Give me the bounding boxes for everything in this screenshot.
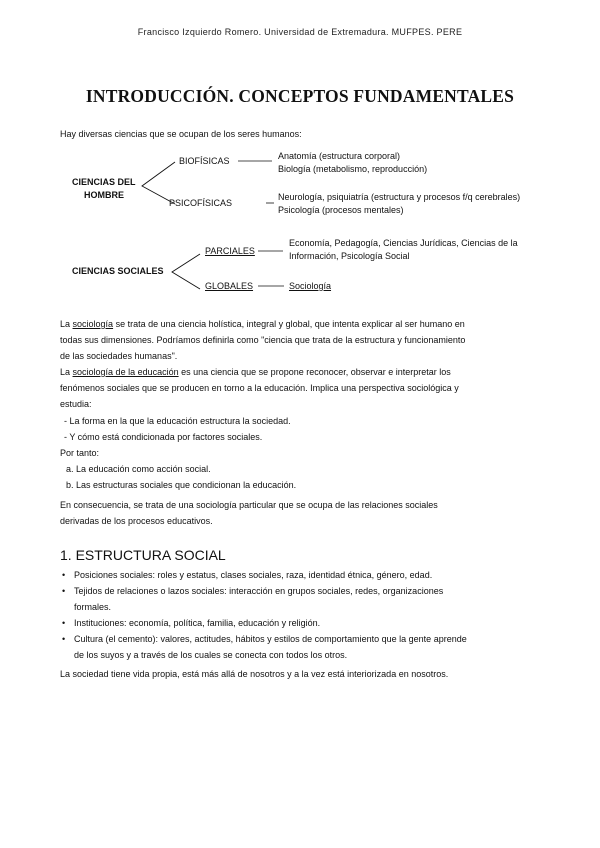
bullet-dot-icon: • bbox=[62, 618, 66, 628]
bullet-text: Cultura (el cemento): valores, actitudes, hábitos y estilos de comportamiento que la gente aprende bbox=[74, 634, 467, 644]
list-item: b. Las estructuras sociales que condicionan la educación. bbox=[66, 480, 297, 490]
term-sociologia-educacion: sociología de la educación bbox=[72, 367, 179, 377]
bullet-dot-icon: • bbox=[62, 570, 66, 580]
para2-line1-rest: es una ciencia que se propone reconocer, observar e interpretar los bbox=[181, 367, 451, 377]
biofisicas-item-2: Biología (metabolismo, reproducción) bbox=[278, 164, 428, 174]
bullet-dot-icon: • bbox=[62, 634, 66, 644]
para-soc-educacion-line3: estudia: bbox=[60, 399, 92, 409]
bullet-text: Posiciones sociales: roles y estatus, clases sociales, raza, identidad étnica, género, edad. bbox=[74, 570, 433, 580]
para1-prefix: La bbox=[60, 319, 71, 329]
intro-text: Hay diversas ciencias que se ocupan de los seres humanos: bbox=[60, 129, 302, 139]
consecuencia-line1: En consecuencia, se trata de una sociología particular que se ocupa de las relaciones sociales bbox=[60, 500, 438, 510]
bullet-item bbox=[62, 567, 544, 583]
globales-item-1: Sociología bbox=[289, 281, 332, 291]
bullet-text: Tejidos de relaciones o lazos sociales: interacción en grupos sociales, redes, organizaciones bbox=[74, 586, 444, 596]
para-sociologia-line3: de las sociedades humanas". bbox=[60, 351, 178, 361]
sciences-diagram bbox=[0, 140, 600, 300]
parciales-item-1: Economía, Pedagogía, Ciencias Jurídicas, Ciencias de la bbox=[289, 238, 518, 248]
list-item: - Y cómo está condicionada por factores sociales. bbox=[64, 432, 263, 442]
para-soc-educacion-line2: fenómenos sociales que se producen en torno a la educación. Implica una perspectiva sociológica y bbox=[60, 383, 459, 393]
para-sociologia-line1 bbox=[60, 316, 542, 332]
para-soc-educacion-line1 bbox=[60, 364, 542, 380]
document-title: INTRODUCCIÓN. CONCEPTOS FUNDAMENTALES bbox=[85, 86, 515, 106]
psicofisicas-item-2: Psicología (procesos mentales) bbox=[278, 205, 404, 215]
bullet-text: de los suyos y a través de los cuales se conecta con todos los otros. bbox=[74, 650, 348, 660]
page-header: Francisco Izquierdo Romero. Universidad de Extremadura. MUFPES. PERE bbox=[137, 27, 463, 37]
bullet-text: Instituciones: economía, política, familia, educación y religión. bbox=[74, 618, 321, 628]
label-ciencias-sociales: CIENCIAS SOCIALES bbox=[72, 266, 164, 276]
bullet-item bbox=[62, 631, 544, 647]
parciales-item-2: Información, Psicología Social bbox=[289, 251, 410, 261]
label-biofisicas: BIOFÍSICAS bbox=[179, 156, 230, 166]
list-item: - La forma en la que la educación estructura la sociedad. bbox=[64, 416, 291, 426]
label-psicofisicas: PSICOFÍSICAS bbox=[169, 198, 233, 208]
bullet-text: formales. bbox=[74, 602, 112, 612]
label-ciencias-hombre-1: CIENCIAS DEL bbox=[72, 177, 136, 187]
psicofisicas-item-1: Neurología, psiquiatría (estructura y procesos f/q cerebrales) bbox=[278, 192, 521, 202]
para2-prefix: La bbox=[60, 367, 71, 377]
label-ciencias-hombre-2: HOMBRE bbox=[84, 190, 124, 200]
bullet-dot-icon: • bbox=[62, 586, 66, 596]
bullet-item bbox=[62, 583, 544, 599]
closing-text: La sociedad tiene vida propia, está más allá de nosotros y a la vez está interiorizada en nosotros. bbox=[60, 669, 449, 679]
consecuencia-line2: derivadas de los procesos educativos. bbox=[60, 516, 213, 526]
list-item: a. La educación como acción social. bbox=[66, 464, 211, 474]
brace-sociales bbox=[172, 254, 200, 289]
label-globales: GLOBALES bbox=[205, 281, 254, 291]
term-sociologia: sociología bbox=[72, 319, 114, 329]
para1-line1-rest: se trata de una ciencia holística, integral y global, que intenta explicar al ser humano en bbox=[115, 319, 465, 329]
biofisicas-item-1: Anatomía (estructura corporal) bbox=[278, 151, 401, 161]
por-tanto-label: Por tanto: bbox=[60, 448, 100, 458]
label-parciales: PARCIALES bbox=[205, 246, 255, 256]
bullet-item bbox=[62, 615, 544, 631]
para-sociologia-line2: todas sus dimensiones. Podríamos definirla como "ciencia que trata de la estructura y funcionamiento bbox=[60, 335, 466, 345]
section-title: 1. ESTRUCTURA SOCIAL bbox=[60, 547, 226, 563]
